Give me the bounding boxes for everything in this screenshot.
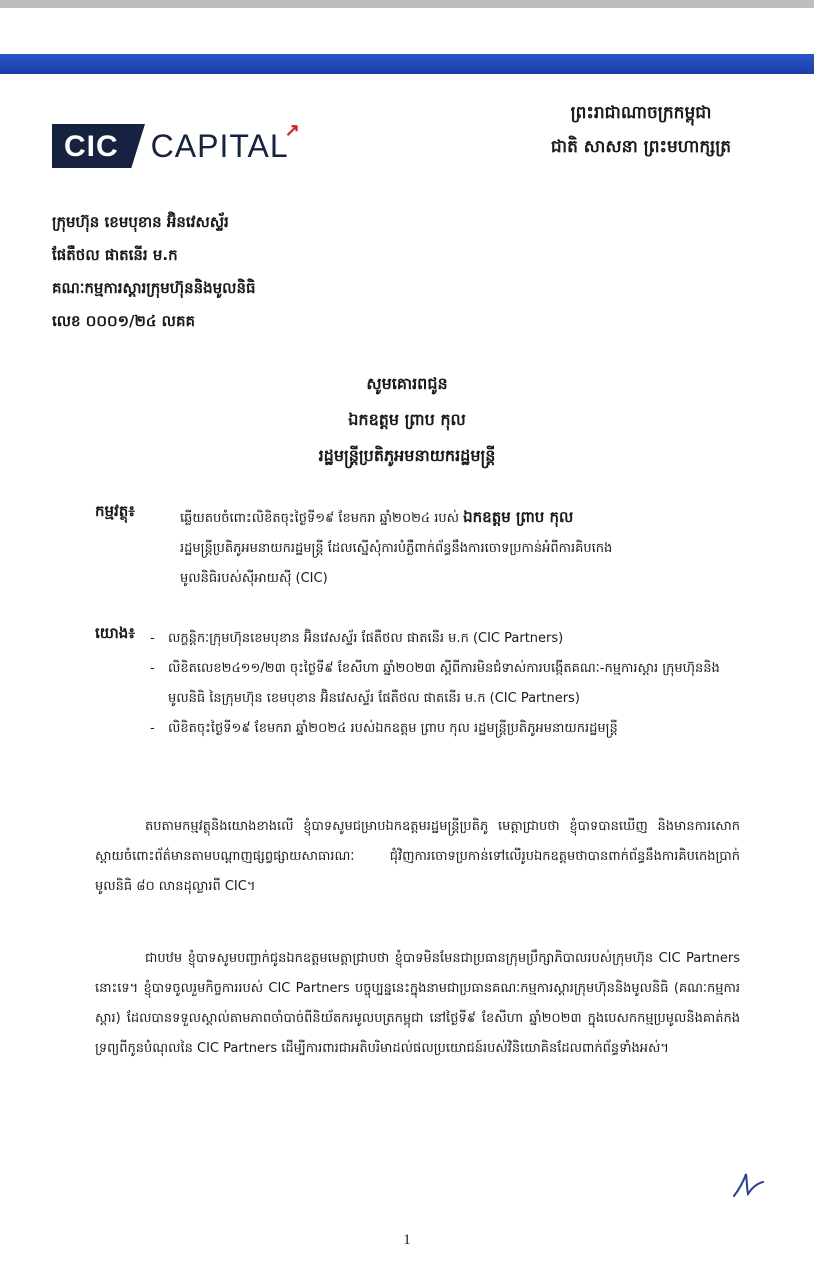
kingdom-line-1: ព្រះរាជាណាចក្រកម្ពុជា (570, 103, 712, 123)
subject-line-2: រដ្ឋមន្ត្រីប្រតិភូអមនាយករដ្ឋមន្ត្រី ដែលស្នើសុំការបំភ្លឺពាក់ព័ន្ធនឹងការចោទប្រកាន់អំពីការគិបកេង (180, 541, 613, 556)
top-edge (0, 0, 814, 8)
bullet-dash: - (150, 721, 155, 736)
reference-text: លិខិតចុះថ្ងៃទី១៩ ខែមករា ឆ្នាំ២០២៤ របស់ឯកឧត្តម ព្រាប កុល រដ្ឋមន្ត្រីប្រតិភូអមនាយករដ្ឋមន្ត្រី (168, 721, 618, 736)
reference-item (150, 714, 740, 744)
respect-line: សូមគោរពជូន (366, 374, 448, 393)
reference-text: លិខិតលេខ២៤១១/២៣ ចុះថ្ងៃទី៩ ខែសីហា ឆ្នាំ២០២៣ ស្តីពីការមិនជំទាស់ការបង្កើតគណៈ-កម្មការស្តារ ក្រុមហ៊ុននិងមូលនិធិ នៃក្រុមហ៊ុន ខេមបុខាន អ៊ិនវេសស្ទ័រ ផែតឺថល ផាតនើរ ម.ក (CIC Partners) (168, 661, 720, 706)
subject-label: កម្មវត្ថុ៖ (95, 502, 135, 520)
subject-line-1-text: ឆ្លើយតបចំពោះលិខិតចុះថ្ងៃទី១៩ ខែមករា ឆ្នាំ២០២៤ របស់ (180, 511, 459, 526)
addressee-title: រដ្ឋមន្ត្រីប្រតិភូអមនាយករដ្ឋមន្ត្រី (318, 446, 496, 465)
company-subname: ផែតឺថល ផាតនើរ ម.ក (52, 246, 178, 264)
company-block (52, 206, 256, 338)
signature-icon (732, 1170, 766, 1204)
addressee-name: ឯកឧត្តម ព្រាប កុល (348, 410, 466, 429)
kingdom-line-2: ជាតិ សាសនា ព្រះមហាក្សត្រ (550, 137, 732, 157)
subject-line-1-bold: ឯកឧត្តម ព្រាប កុល (463, 508, 574, 526)
company-logo (52, 119, 301, 168)
committee-name: គណៈកម្មការស្តារក្រុមហ៊ុននិងមូលនិធិ (52, 279, 256, 297)
bullet-dash: - (150, 631, 155, 646)
references-list (150, 624, 740, 744)
logo-capital-word: CAPITAL (150, 127, 289, 164)
reference-item (150, 654, 740, 714)
paragraph-text: ជាបឋម ខ្ញុំបាទសូមបញ្ជាក់ជូនឯកឧត្តមមេត្តាជ្រាបថា ខ្ញុំបាទមិនមែនជាប្រធានក្រុមប្រឹក្សាភិបាលរបស់ក្រុមហ៊ុន CIC Partners នោះទេ។ ខ្ញុំបាទចូលរួមកិច្ចការរបស់ CIC Partners បច្ចុប្បន្ននេះក្នុងនាមជាប្រធានគណៈកម្មការស្តារក្រុមហ៊ុននិងមូលនិធិ (គណៈកម្មការស្តារ) ដែលបានទទួលស្គាល់តាមភាពចាំបាច់ពីនិយ័តករមូលបត្រកម្ពុជា នៅថ្ងៃទី៩ ខែសីហា ឆ្នាំ២០២៣ ក្នុងបេសកកម្មប្រមូលនិងគាត់កងទ្រព្យពីកូនបំណុលនៃ CIC Partners ដើម្បីការពារជាអតិបរិមាដល់ផលប្រយោជន៍របស់វិនិយោគិនដែលពាក់ព័ន្ធទាំងអស់។ (95, 951, 740, 1056)
body-paragraph-1 (95, 812, 740, 902)
references-label: យោង៖ (95, 624, 135, 642)
subject-line-1 (180, 502, 740, 534)
logo-capital-text (150, 119, 301, 165)
bullet-dash: - (150, 661, 155, 676)
kingdom-heading (526, 96, 756, 164)
reference-item (150, 624, 740, 654)
subject-text (180, 502, 740, 594)
reference-text: លក្ខន្តិកៈក្រុមហ៊ុនខេមបុខាន អ៊ិនវេសស្ទ័រ ផែតឺថល ផាតនើរ ម.ក (CIC Partners) (168, 631, 564, 646)
page-number: 1 (403, 1232, 411, 1248)
reference-number: លេខ ០០០១/២៤ លគគ (52, 312, 195, 330)
addressee-block (0, 366, 814, 474)
header-band (0, 54, 814, 74)
paragraph-text: តបតាមកម្មវត្ថុនិងយោងខាងលើ ខ្ញុំបាទសូមជម្រាបឯកឧត្តមរដ្ឋមន្ត្រីប្រតិភូ មេត្តាជ្រាបថា ខ្ញុំបាទបានឃើញ និងមានការសោកស្តាយចំពោះព័ត៌មានតាមបណ្តាញផ្សព្វផ្សាយសាធារណៈ ជុំវិញការចោទប្រកាន់ទៅលើរូបឯកឧត្តមថាបានពាក់ព័ន្ធនឹងការគិបកេងប្រាក់មូលនិធិ ៨០ លានដុល្លារពី CIC។ (95, 819, 740, 894)
subject-line-3: មូលនិធិរបស់ស៊ីអាយស៊ី (CIC) (180, 571, 328, 586)
logo-mark-icon: ↗ (284, 119, 301, 140)
company-name: ក្រុមហ៊ុន ខេមបុខាន អ៊ិនវេសស្ទ័រ (52, 213, 229, 231)
body-paragraph-2 (95, 944, 740, 1064)
logo-cic-text: CIC (52, 124, 131, 168)
